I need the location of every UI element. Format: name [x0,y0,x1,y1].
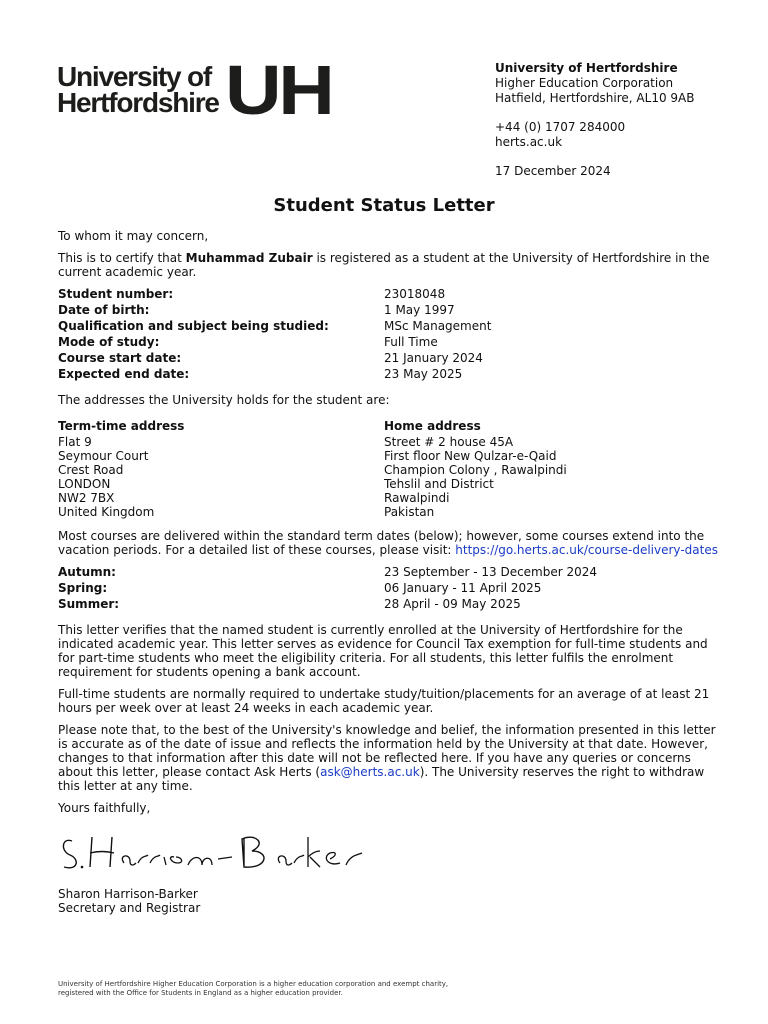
signer-block [58,887,718,915]
course-dates-link[interactable]: https://go.herts.ac.uk/course-delivery-dates [455,543,718,557]
student-name: Muhammad Zubair [185,251,313,265]
detail-label: Qualification and subject being studied: [58,319,329,333]
term-value: 28 April - 09 May 2025 [384,597,521,611]
detail-row [58,351,718,367]
term-label: Autumn: [58,565,116,579]
address-line: United Kingdom [58,505,155,519]
home-address-heading: Home address [384,419,481,433]
logo-mark: UH [224,51,332,129]
address-line: Rawalpindi [384,491,450,505]
detail-value: 1 May 1997 [384,303,455,317]
address-line: Champion Colony , Rawalpindi [384,463,567,477]
address-line: Seymour Court [58,449,149,463]
signer-name: Sharon Harrison-Barker [58,887,198,901]
term-row [58,597,718,613]
detail-value: 23018048 [384,287,446,301]
closing: Yours faithfully, [58,801,151,815]
detail-label: Mode of study: [58,335,160,349]
term-label: Summer: [58,597,120,611]
sender-line1: Higher Education Corporation [495,76,674,90]
address-line: Street # 2 house 45A [384,435,514,449]
term-row [58,565,718,581]
address-line: Flat 9 [58,435,92,449]
sender-phone: +44 (0) 1707 284000 [495,120,626,134]
term-address [58,419,384,519]
address-line: LONDON [58,477,111,491]
address-line: NW2 7BX [58,491,115,505]
term-value: 06 January - 11 April 2025 [384,581,542,595]
detail-value: 21 January 2024 [384,351,483,365]
page-title: Student Status Letter [273,195,495,216]
address-columns [58,419,718,519]
addresses-intro: The addresses the University holds for the student are: [58,393,390,407]
verify-paragraph: This letter verifies that the named student is currently enrolled at the University of Hertfordshire for the indicated academic year. This letter serves as evidence for Council Tax exemption for full-time students and for part-time students who meet the eligibility criteria. For all students, this letter fulfils the enrolment requirement for students opening a bank account. [58,623,708,679]
fulltime-paragraph: Full-time students are normally required to undertake study/tuition/placements for an average of at least 21 hours per week over at least 24 weeks in each academic year. [58,687,710,715]
detail-row [58,319,718,335]
detail-row [58,303,718,319]
term-row [58,581,718,597]
logo-line1: University of [57,61,211,92]
footer-note: University of Hertfordshire Higher Education Corporation is a higher education corporation and exempt charity, registered with the Office for Students in England as a higher education provider. [58,980,449,997]
address-line: Pakistan [384,505,435,519]
ask-herts-email-link[interactable]: ask@herts.ac.uk [320,765,420,779]
university-logo [57,51,332,129]
detail-value: Full Time [384,335,438,349]
courses-note: Most courses are delivered within the standard term dates (below); however, some courses extend into the vacation periods. For a detailed list of these courses, please visit: https://go.herts.ac.uk/course-delivery-dates [58,529,718,557]
detail-label: Date of birth: [58,303,150,317]
address-line: Tehslil and District [384,477,494,491]
salutation: To whom it may concern, [58,229,209,243]
detail-label: Student number: [58,287,174,301]
logo-line2: Hertfordshire [57,87,219,118]
certify-paragraph: This is to certify that Muhammad Zubair is registered as a student at the University of Hertfordshire in the current academic year. [58,251,710,279]
sender-org: University of Hertfordshire [495,61,678,75]
term-label: Spring: [58,581,108,595]
note-paragraph: Please note that, to the best of the University's knowledge and belief, the information presented in this letter is accurate as of the date of issue and reflects the information held by the University at that date. However, changes to that information after this date will not be reflected here. If you have any queries or concerns about this letter, please contact Ask Herts (ask@herts.ac.uk). The University reserves the right to withdraw this letter at any time. [58,723,716,793]
detail-row [58,367,718,383]
detail-label: Course start date: [58,351,182,365]
term-dates [58,565,718,613]
sender-address [495,61,694,179]
letter-date: 17 December 2024 [495,164,611,178]
term-address-heading: Term-time address [58,419,185,433]
letter-body [58,229,718,915]
address-line: First floor New Qulzar-e-Qaid [384,449,557,463]
detail-row [58,287,718,303]
detail-value: MSc Management [384,319,492,333]
signature [58,829,718,877]
detail-label: Expected end date: [58,367,190,381]
detail-value: 23 May 2025 [384,367,463,381]
sender-line2: Hatfield, Hertfordshire, AL10 9AB [495,91,695,105]
term-value: 23 September - 13 December 2024 [384,565,598,579]
signer-role: Secretary and Registrar [58,901,201,915]
student-details [58,287,718,383]
signature-image [58,829,378,877]
address-line: Crest Road [58,463,124,477]
sender-web: herts.ac.uk [495,135,563,149]
detail-row [58,335,718,351]
home-address [384,419,710,519]
